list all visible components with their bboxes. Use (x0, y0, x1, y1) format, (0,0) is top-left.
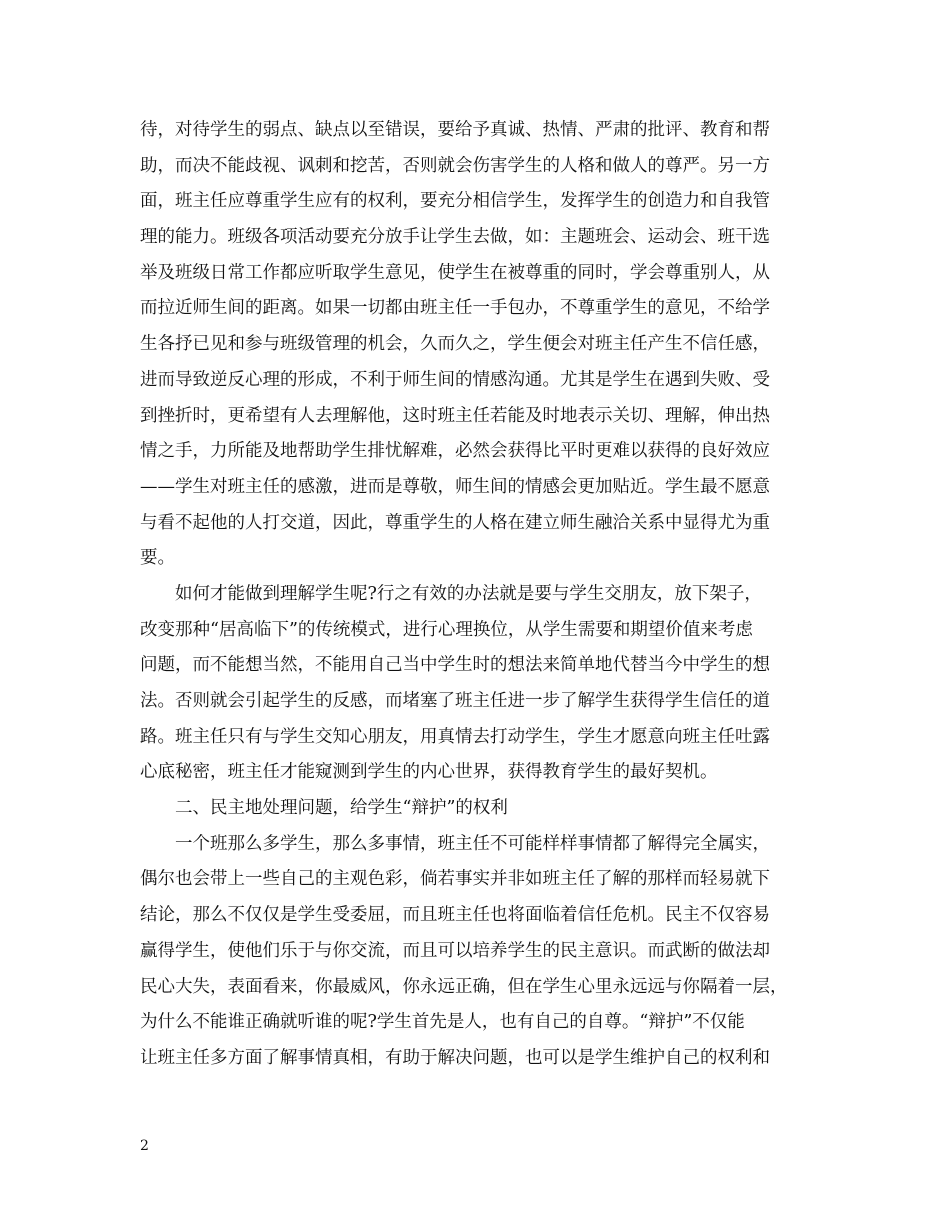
text-line: 法。否则就会引起学生的反感，而堵塞了班主任进一步了解学生获得学生信任的道 (140, 691, 770, 711)
text-line: 助，而决不能歧视、讽刺和挖苦，否则就会伤害学生的人格和做人的尊严。另一方 (140, 155, 770, 176)
text-line: 结论，那么不仅仅是学生受委屈，而且班主任也将面临着信任危机。民主不仅容易 (140, 905, 770, 926)
text-line: 面，班主任应尊重学生应有的权利，要充分相信学生，发挥学生的创造力和自我管 (140, 191, 770, 212)
text-line: 赢得学生，使他们乐于与你交流，而且可以培养学生的民主意识。而武断的做法却 (140, 940, 770, 961)
text-line: 生各抒已见和参与班级管理的机会，久而久之，学生便会对班主任产生不信任感， (140, 334, 770, 355)
text-line: 与看不起他的人打交道，因此，尊重学生的人格在建立师生融洽关系中显得尤为重 (140, 512, 770, 533)
text-line: 情之手，力所能及地帮助学生排忧解难，必然会获得比平时更难以获得的良好效应 (140, 441, 770, 462)
section-heading: 二、民主地处理问题，给学生“辩护”的权利 (175, 798, 508, 819)
page-number: 2 (140, 1138, 149, 1154)
text-line: 举及班级日常工作都应听取学生意见，使学生在被尊重的同时，学会尊重别人，从 (140, 262, 770, 283)
text-line: 改变那种“居高临下”的传统模式，进行心理换位，从学生需要和期望价值来考虑 (140, 619, 753, 640)
text-line: 要。 (140, 548, 175, 569)
text-line: 问题，而不能想当然，不能用自己当中学生时的想法来简单地代替当今中学生的想 (140, 655, 770, 676)
text-line: 让班主任多方面了解事情真相，有助于解决问题，也可以是学生维护自己的权利和 (140, 1047, 770, 1068)
text-line: 理的能力。班级各项活动要充分放手让学生去做，如：主题班会、运动会、班干选 (140, 227, 770, 248)
text-line: 为什么不能谁正确就听谁的呢?学生首先是人，也有自己的自尊。“辩护”不仅能 (140, 1012, 745, 1033)
text-line: 进而导致逆反心理的形成，不利于师生间的情感沟通。尤其是学生在遇到失败、受 (140, 369, 770, 390)
text-line: 路。班主任只有与学生交知心朋友，用真情去打动学生，学生才愿意向班主任吐露 (140, 726, 770, 747)
paragraph-start-line: 一个班那么多学生，那么多事情，班主任不可能样样事情都了解得完全属实， (175, 833, 770, 854)
text-line: 心底秘密，班主任才能窥测到学生的内心世界，获得教育学生的最好契机。 (140, 762, 718, 783)
text-line: 而拉近师生间的距离。如果一切都由班主任一手包办，不尊重学生的意见，不给学 (140, 298, 770, 319)
text-line: 偶尔也会带上一些自己的主观色彩，倘若事实并非如班主任了解的那样而轻易就下 (140, 869, 770, 890)
text-line: ——学生对班主任的感激，进而是尊敬，师生间的情感会更加贴近。学生最不愿意 (140, 476, 770, 497)
paragraph-start-line: 如何才能做到理解学生呢?行之有效的办法就是要与学生交朋友，放下架子， (175, 583, 762, 604)
text-line: 民心大失，表面看来，你最威风，你永远正确，但在学生心里永远远与你隔着一层， (140, 976, 788, 997)
text-line: 到挫折时，更希望有人去理解他，这时班主任若能及时地表示关切、理解，伸出热 (140, 405, 770, 426)
text-line: 待，对待学生的弱点、缺点以至错误，要给予真诚、热情、严肃的批评、教育和帮 (140, 120, 770, 140)
body-text (140, 113, 820, 1077)
